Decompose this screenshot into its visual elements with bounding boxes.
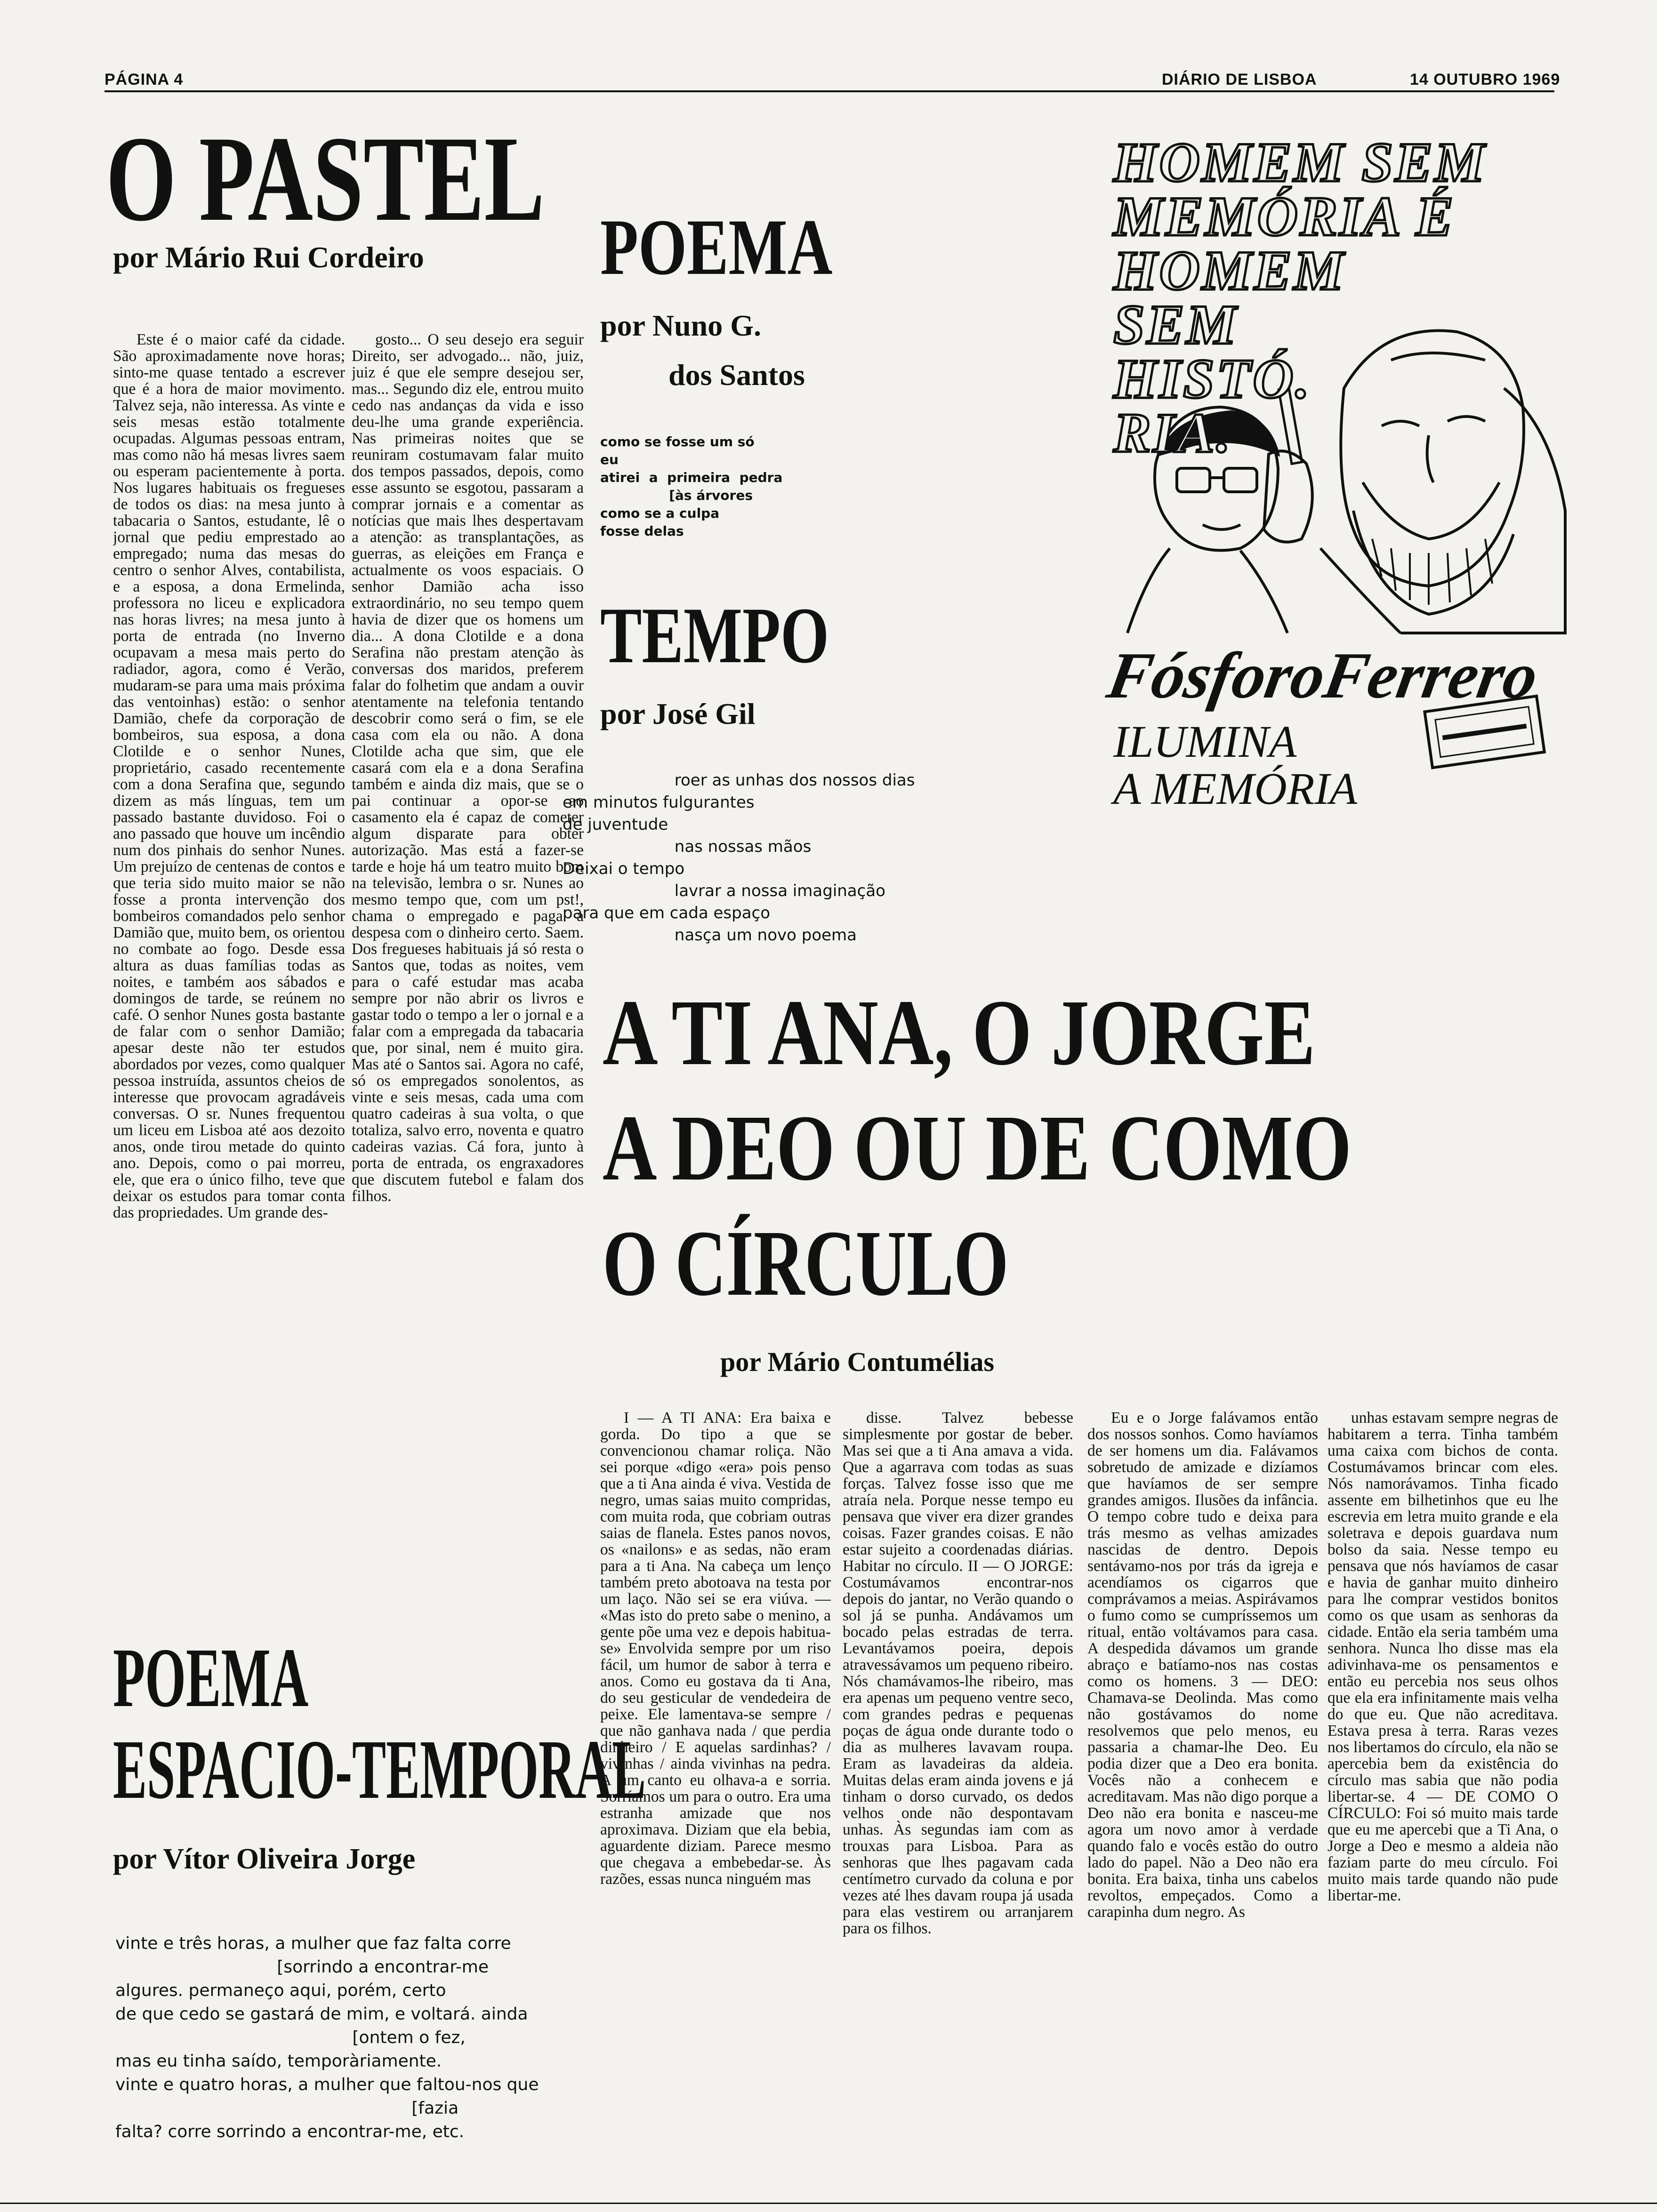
ad-slogan-line: HOMEM (1113, 239, 1346, 302)
verse-line: vinte e três horas, a mulher que faz falta corre (115, 1934, 511, 1953)
issue-date: 14 OUTUBRO 1969 (1410, 71, 1560, 88)
circulo-title-1: A TI ANA, O JORGE (603, 981, 1316, 1085)
ad-slogan-line: HOMEM SEM (1113, 131, 1487, 193)
pastel-byline: por Mário Rui Cordeiro (113, 240, 424, 274)
header-rule (105, 90, 1554, 92)
verse-line: nas nossas mãos (563, 837, 812, 856)
verse-line: [às árvores (600, 488, 753, 503)
poema-nuno-title: POEMA (600, 203, 833, 291)
ad-slogan-line: HISTÓ. (1113, 347, 1311, 410)
poema-vitor-verse (115, 1932, 539, 2144)
poema-nuno-verse (600, 433, 782, 540)
pastel-text-1: Este é o maior café da cidade. São aproximadamente nove horas; sinto-me quase tentado a escrever que é a hora de maior movimento. Talvez seja, não interessa. As vinte e seis mesas estão totalmente ocupadas. Algumas pessoas entram, mas como não há mesas livres saem ou esperam pacientemente à porta. Nos lugares habituais os fregueses de todos os dias: na mesa junto à tabacaria o Santos, estudante, lê o jornal que pediu emprestado ao empregado; numa das mesas do centro o senhor Alves, contabilista, e a esposa, a dona Ermelinda, professora no liceu e explicadora nas horas livres; na mesa junto à porta de entrada (no Inverno ocupavam a mesa mais perto do radiador, agora, como é Verão, mudaram-se para uma mais próxima das ventoinhas) estão: o senhor Damião, chefe da corporação de bombeiros, sua esposa, a dona Clotilde e o senhor Nunes, proprietário, casado recentemente com a dona Serafina que, segundo dizem as más línguas, tem um passado bastante duvidoso. Foi o ano passado que houve um incêndio num dos pinhais do senhor Nunes. Um prejuízo de centenas de contos e que teria sido muito maior se não fosse a pronta intervenção dos bombeiros comandados pelo senhor Damião que, muito bem, os orientou no combate ao fogo. Desde essa altura as duas famílias todas as noites, e também aos sábados e domingos de tarde, se reúnem no café. O senhor Nunes gosta bastante de falar com o senhor Damião; apesar deste não ter estudos abordados por vezes, como qualquer pessoa instruída, assuntos cheios de interesse que provocam agradáveis conversas. O sr. Nunes frequentou um liceu em Lisboa até aos dezoito anos, onde tirou metade do quinto ano. Depois, como o pai morreu, ele, que era o único filho, teve que deixar os estudos para tomar conta das propriedades. Um grande des- (113, 331, 345, 1221)
fosforo-ferrero-ad (1099, 125, 1570, 831)
verse-line: atirei a primeira pedra (600, 470, 783, 485)
verse-line: lavrar a nossa imaginação (563, 882, 885, 900)
pastel-column-1 (113, 331, 345, 1484)
verse-line: eu (600, 452, 619, 467)
circulo-title-3: O CÍRCULO (603, 1211, 1009, 1315)
verse-line: mas eu tinha saído, temporàriamente. (115, 2052, 442, 2071)
circulo-column-4 (1327, 1410, 1558, 2130)
verse-line: para que em cada espaço (563, 904, 771, 922)
ad-slogan-line: SEM (1113, 293, 1239, 356)
poema-nuno-byline-1: por Nuno G. (600, 309, 762, 342)
verse-line: roer as unhas dos nossos dias (563, 771, 915, 790)
ad-tagline-2: A MEMÓRIA (1113, 763, 1358, 814)
verse-line: Deixai o tempo (563, 859, 685, 878)
circulo-text-3: Eu e o Jorge falávamos então dos nossos sonhos. Como havíamos de ser homens um dia. Falávamos sobretudo de amizade e dizíamos que havíamos de ser sempre grandes amigos. Ilusões da infância. O tempo cobre tudo e deixa para trás mesmo as velhas amizades nascidas de dentro. Depois sentávamo-nos por trás da igreja e acendíamos os cigarros que comprávamos a meias. Aspirávamos o fumo como se cumpríssemos um ritual, então voltávamos para casa. A despedida dávamos um grande abraço e batíamo-nos nas costas como os homens. 3 — DEO: Chamava-se Deolinda. Mas como não gostávamos do nome resolvemos que pelo menos, eu passaria a chamar-lhe Deo. Eu podia dizer que a Deo era bonita. Vocês não a conhecem e acreditavam. Mas não digo porque a Deo não era bonita e nasceu-me agora um novo amor à verdade quando falo e vocês estão do outro lado do papel. Não a Deo não era bonita. Era baixa, tinha uns cabelos revoltos, empeçados. Como a carapinha dum negro. As (1087, 1410, 1318, 1921)
pastel-title: O PASTEL (106, 111, 545, 247)
circulo-text-2: disse. Talvez bebesse simplesmente por gostar de beber. Mas sei que a ti Ana amava a vida. Que a agarrava com todas as suas forças. Talvez fosse isso que me atraía nela. Porque nesse tempo eu pensava que viver era dizer grandes coisas. Fazer grandes coisas. E não estar sujeito a coordenadas diárias. Habitar no círculo. II — O JORGE: Costumávamos encontrar-nos depois do jantar, no Verão quando o sol já se punha. Andávamos um bocado pelas estradas de terra. Levantávamos poeira, depois atravessávamos um pequeno ribeiro. Nós chamávamos-lhe ribeiro, mas era apenas um pequeno ventre seco, com grandes pedras e pequenas poças de água onde durante todo o dia as mulheres lavavam roupa. Eram as lavadeiras da aldeia. Muitas delas eram ainda jovens e já tinham o dorso curvado, os dedos velhos onde não despontavam unhas. Às segundas iam com as trouxas para Lisboa. Para as senhoras que lhes pagavam cada centímetro curvado da coluna e por vezes até lhes davam roupa já usada para elas vestirem ou arranjarem para os filhos. (843, 1410, 1073, 1937)
poema-nuno-byline-2: dos Santos (668, 358, 805, 392)
newspaper-name: DIÁRIO DE LISBOA (1162, 71, 1317, 88)
verse-line: nasça um novo poema (563, 926, 857, 945)
poema-vitor-byline: por Vítor Oliveira Jorge (113, 1843, 416, 1875)
tempo-verse (563, 769, 915, 946)
verse-line: de que cedo se gastará de mim, e voltará. ainda (115, 2004, 528, 2024)
verse-line: de juventude (563, 815, 668, 834)
verse-line: como se a culpa (600, 505, 720, 521)
ad-tagline-1: ILUMINA (1113, 716, 1297, 767)
poema-vitor-title-1: POEMA (113, 1631, 309, 1724)
page-bottom-rule (0, 2203, 1657, 2204)
circulo-title-2: A DEO OU DE COMO (603, 1096, 1352, 1200)
circulo-column-2 (843, 1410, 1073, 2130)
ad-slogan-line: MEMÓRIA É (1113, 185, 1456, 248)
verse-line: fosse delas (600, 523, 684, 539)
circulo-column-3 (1087, 1410, 1318, 2130)
verse-line: em minutos fulgurantes (563, 793, 755, 812)
verse-line: [sorrindo a encontrar-me (115, 1957, 489, 1977)
tempo-byline: por José Gil (600, 697, 756, 730)
page-number: PÁGINA 4 (105, 71, 184, 88)
circulo-text-1: I — A TI ANA: Era baixa e gorda. Do tipo a que se convencionou chamar roliça. Não sei porque «digo «era» pois penso que a ti Ana ainda é viva. Vestida de negro, umas saias muito compridas, com muita roda, que cobriam outras saias de flanela. Estes panos novos, os «nailons» e as sedas, não eram para a ti Ana. Na cabeça um lenço também preto abotoava na testa por um laço. Não sei se era viúva. — «Mas isto do preto sabe o menino, a gente põe uma vez e depois habitua-se» Envolvida sempre por um riso fácil, um humor de sabor à terra e anos. Como eu gostava da ti Ana, do seu gesticular de vendedeira de peixe. Ele lamentava-se sempre / que não ganhava nada / que perdia dinheiro / E aquelas sardinhas? / vivinhas / ainda vivinhas na pedra. A um canto eu olhava-a e sorria. Sorríamos um para o outro. Era uma estranha amizade que nos aproximava. Diziam que ela bebia, aguardente diziam. Parece mesmo que chegava a embebedar-se. Às razões, essas nunca ninguém mas (600, 1410, 831, 1888)
circulo-byline: por Mário Contumélias (720, 1346, 995, 1377)
verse-line: falta? corre sorrindo a encontrar-me, etc. (115, 2122, 465, 2141)
verse-line: [fazia (115, 2099, 459, 2118)
pastel-column-2 (352, 331, 584, 1466)
poema-vitor-title-2: ESPACIO-TEMPORAL (113, 1723, 646, 1816)
verse-line: algures. permaneço aqui, porém, certo (115, 1981, 446, 2000)
ad-brand-logo: FósforoFerrero (1102, 639, 1544, 712)
verse-line: [ontem o fez, (115, 2028, 466, 2047)
tempo-title: TEMPO (600, 591, 829, 680)
verse-line: como se fosse um só (600, 434, 755, 449)
ad-slogan-line: RIA. (1113, 401, 1232, 464)
pastel-text-2: gosto... O seu desejo era seguir Direito, ser advogado... não, juiz, juiz é que ele sempre desejou ser, mas... Segundo diz ele, entrou muito cedo nas andanças da vida e isso deu-lhe uma grande experiência. Nas primeiras noites que se reuniram costumavam falar muito dos tempos passados, depois, como esse assunto se esgotou, passaram a comprar jornais e a comentar as notícias que mais lhes despertavam a atenção: as transplantações, as guerras, as eleições em França e actualmente os voos espaciais. O senhor Damião acha isso extraordinário, no seu tempo quem havia de dizer que os homens um dia... A dona Clotilde e a dona Serafina não prestam atenção às conversas dos maridos, preferem falar do folhetim que andam a ouvir atentamente na telefonia tentando descobrir como será o fim, se ele casa com ela ou não. A dona Clotilde acha que sim, que ele casará com ela e a dona Serafina também e ainda diz mais, que se o pai continuar a opor-se ao casamento ela é capaz de cometer algum disparate para obter autorização. Mas está a fazer-se tarde e hoje há um teatro muito bom na televisão, lembra o sr. Nunes ao mesmo tempo que, com um pst!, chama o empregado e paga a despesa com o dinheiro certo. Saem. Dos fregueses habituais já só resta o Santos que, todas as noites, vem para o café estudar mas acaba sempre por não abrir os livros e gastar todo o tempo a ler o jornal e a falar com a empregada da tabacaria que, por sinal, nem é muito gira. Mas até o Santos sai. Agora no café, só os empregados sonolentos, as vinte e seis mesas, cada uma com quatro cadeiras à sua volta, o que totaliza, salvo erro, noventa e quatro cadeiras vazias. Cá fora, junto à porta de entrada, os engraxadores que discutem futebol e falam dos filhos. (352, 331, 584, 1205)
circulo-text-4: unhas estavam sempre negras de habitarem a terra. Tinha também uma caixa com bichos de conta. Costumávamos brincar com eles. Nós namorávamos. Tinha ficado assente em bilhetinhos que eu lhe escrevia em letra muito grande e ela soletrava e depois guardava num bolso da saia. Nesse tempo eu pensava que nós havíamos de casar e havia de ganhar muito dinheiro para lhe comprar vestidos bonitos como os que usam as senhoras da cidade. Então ela seria também uma senhora. Nunca lho disse mas ela adivinhava-me os pensamentos e então eu percebia nos seus olhos que ela era infinitamente mais velha do que eu. Que não acreditava. Estava presa à terra. Raras vezes nos libertamos do círculo, ela não se apercebia bem da existência do círculo mas sabia que não podia libertar-se. 4 — DE COMO O CÍRCULO: Foi só muito mais tarde que eu me apercebi que a Ti Ana, o Jorge a Deo e mesmo a aldeia não faziam parte do meu círculo. Foi muito mais tarde quando não pude libertar-me. (1327, 1410, 1558, 1904)
verse-line: vinte e quatro horas, a mulher que faltou-nos que (115, 2075, 539, 2094)
